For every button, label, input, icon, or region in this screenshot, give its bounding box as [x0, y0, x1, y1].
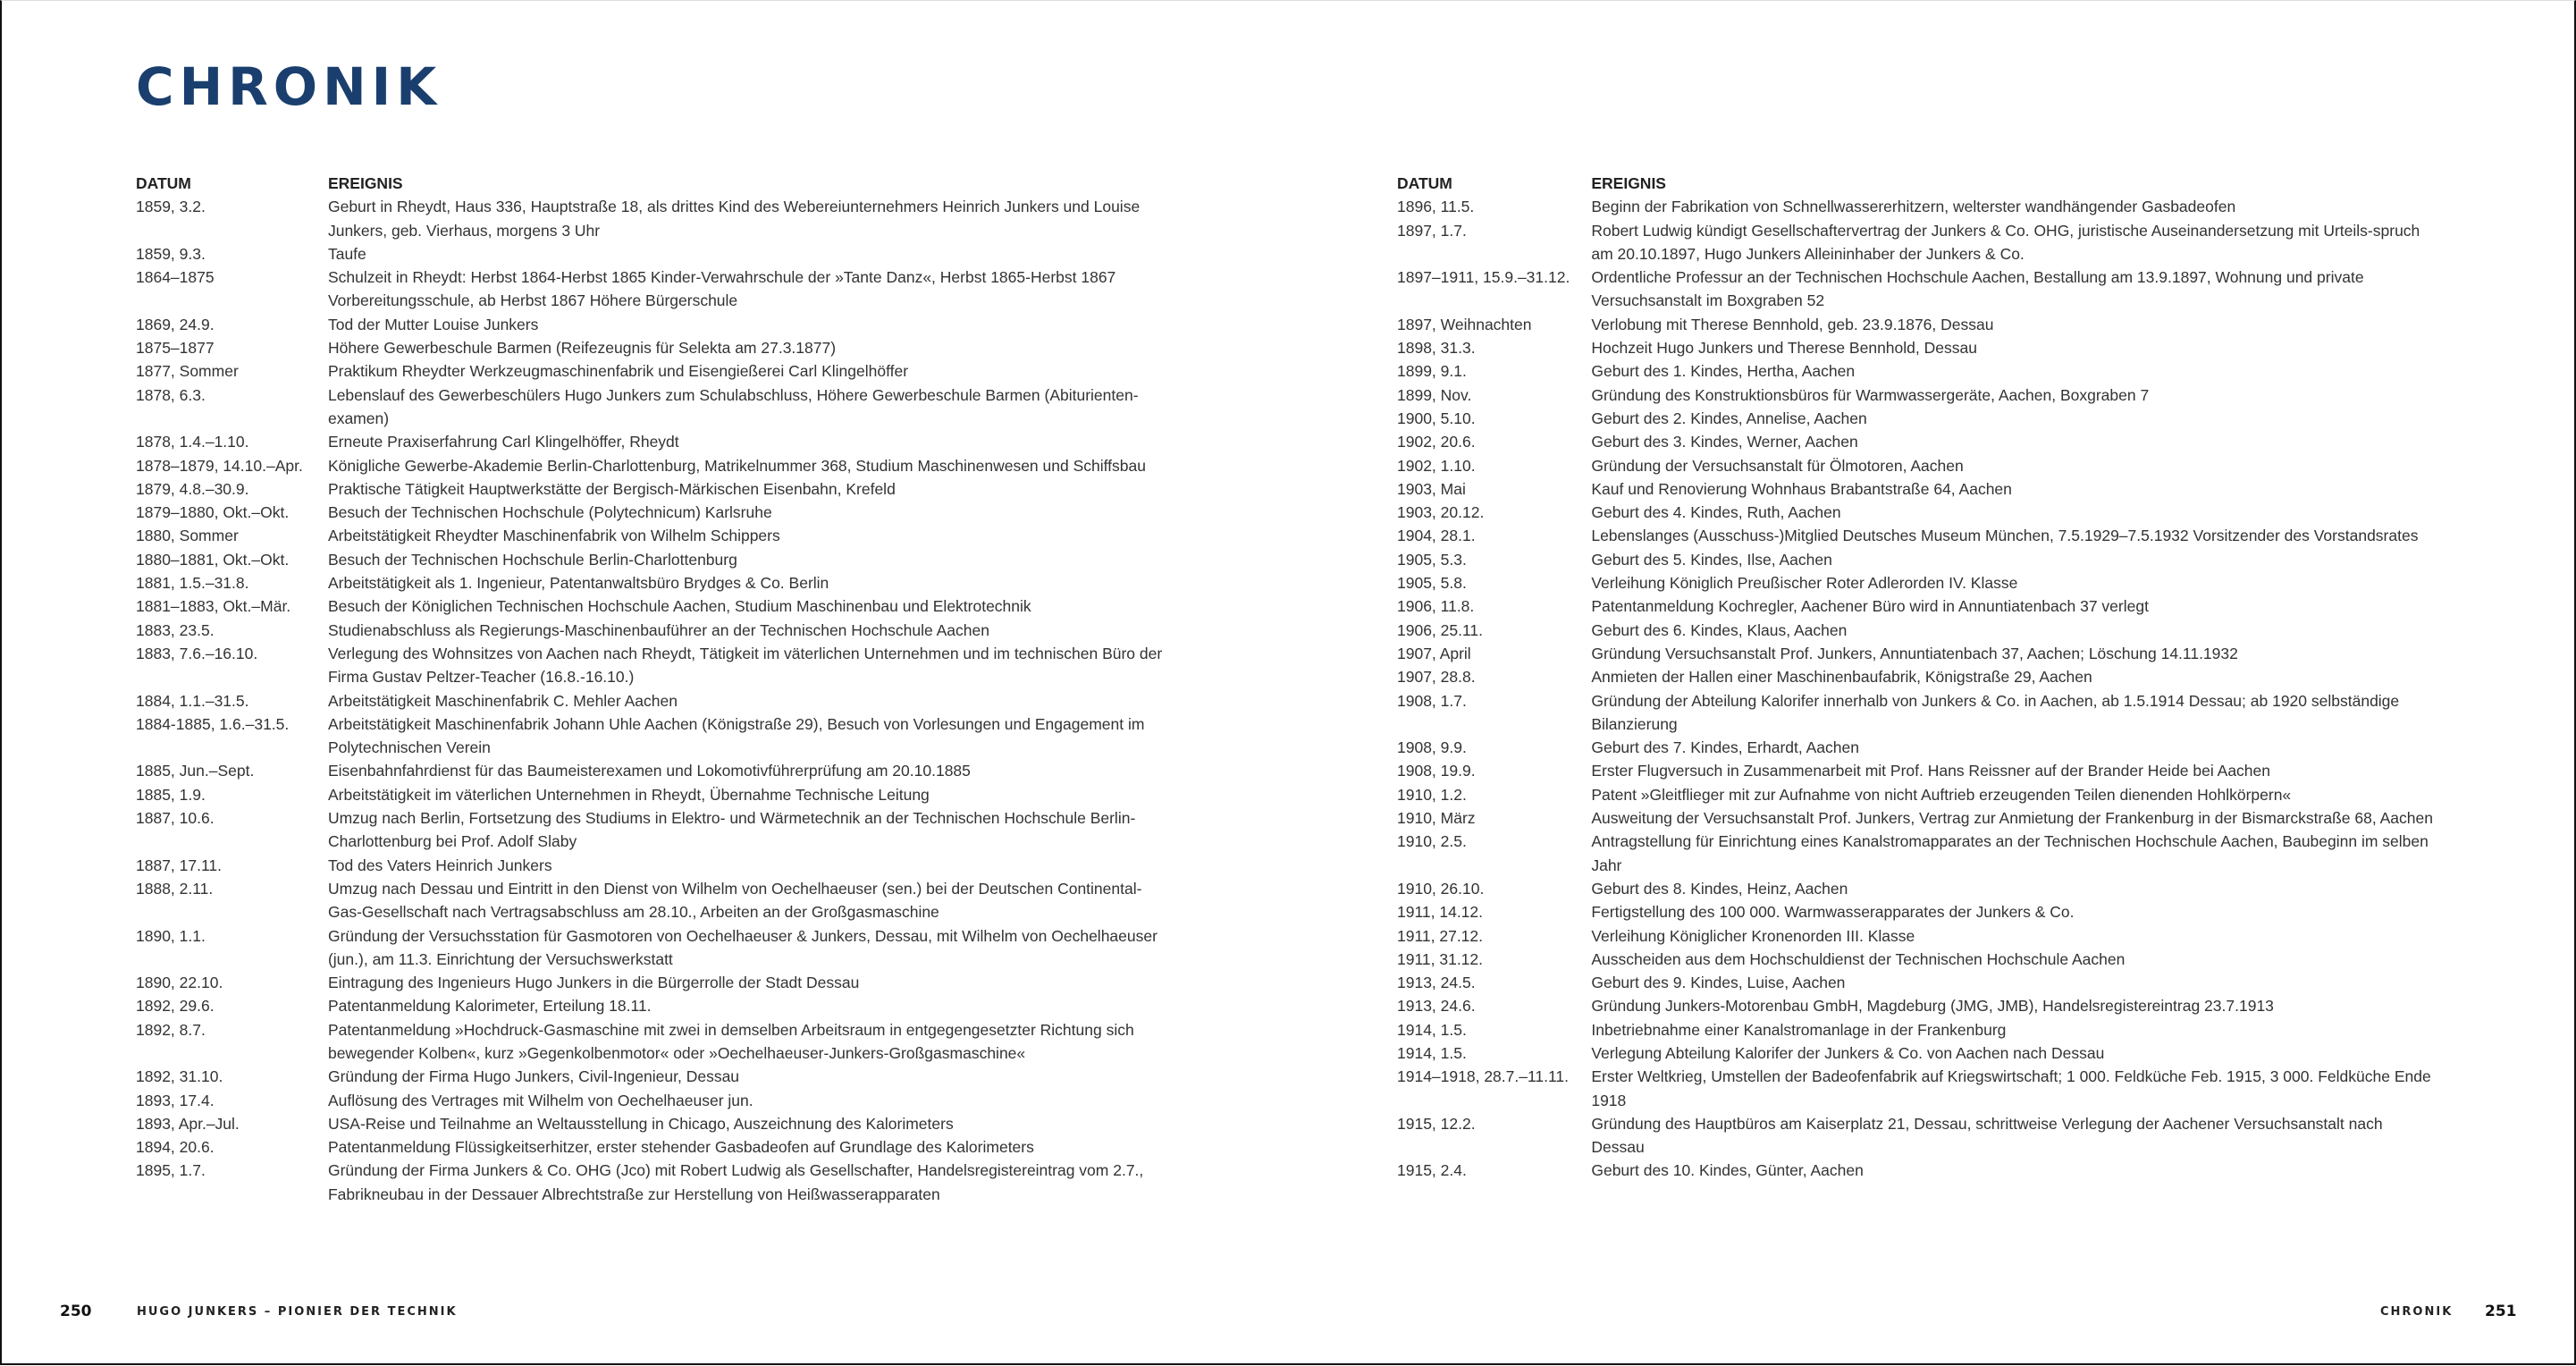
row-date: 1859, 9.3.: [136, 244, 206, 263]
row-event: USA-Reise und Teilnahme an Weltausstellung in Chicago, Auszeichnung des Kalorimeters: [327, 1114, 954, 1133]
row-event: Geburt in Rheydt, Haus 336, Hauptstraße 18, als drittes Kind des Webereiunternehmers Heinrich Junkers und Louise Junkers, geb. Vierhaus, morgens 3 Uhr: [327, 198, 1141, 240]
row-event: Erster Weltkrieg, Umstellen der Badeofenfabrik auf Kriegswirtschaft; 1 000. Feldküche Feb. 1915, 3 000. Feldküche Ende 1918: [1591, 1067, 2431, 1109]
row-event: Robert Ludwig kündigt Gesellschaftervertrag der Junkers & Co. OHG, juristische Auseinandersetzung mit Urteils-spruch am 20.10.1897, Hugo Junkers Alleininhaber der Junkers & Co.: [1591, 221, 2420, 263]
table-row: [1397, 430, 2434, 453]
table-row: [1397, 619, 2434, 642]
row-date: 1893, Apr.–Jul.: [136, 1114, 240, 1133]
table-row: [1397, 994, 2434, 1017]
table-row: [136, 806, 1173, 854]
row-date: 1892, 31.10.: [136, 1067, 223, 1086]
table-row: [136, 524, 1173, 547]
row-event: Taufe: [327, 244, 366, 263]
column-header-date: DATUM: [1397, 174, 1452, 192]
row-event: Erneute Praxiserfahrung Carl Klingelhöffer, Rheydt: [327, 433, 679, 451]
table-row: [1397, 830, 2434, 877]
row-date: 1894, 20.6.: [136, 1138, 215, 1157]
right-page: [1397, 172, 2434, 1183]
row-event: Geburt des 8. Kindes, Heinz, Aachen: [1591, 879, 1848, 898]
table-row: [136, 877, 1173, 924]
row-date: 1914, 1.5.: [1397, 1043, 1467, 1062]
table-row: [1397, 407, 2434, 430]
row-event: Patent »Gleitflieger mit zur Aufnahme von nicht Auftrieb erzeugenden Teilen dienenden Hohlkörpern«: [1591, 785, 2292, 804]
row-event: Gründung des Konstruktionsbüros für Warmwassergeräte, Aachen, Boxgraben 7: [1591, 385, 2150, 404]
row-event: Verlegung Abteilung Kalorifer der Junkers & Co. von Aachen nach Dessau: [1591, 1043, 2105, 1062]
row-date: 1885, 1.9.: [136, 785, 206, 804]
row-date: 1907, April: [1397, 644, 1471, 662]
row-date: 1897, 1.7.: [1397, 221, 1467, 240]
table-row: [136, 1112, 1173, 1135]
page-number-left: 250: [60, 1303, 92, 1320]
row-event: Lebenslauf des Gewerbeschülers Hugo Junkers zum Schulabschluss, Höhere Gewerbeschule Barmen (Abiturienten-examen): [327, 385, 1139, 427]
row-date: 1881, 1.5.–31.8.: [136, 574, 249, 593]
row-event: Tod des Vaters Heinrich Junkers: [327, 856, 552, 874]
row-event: Kauf und Renovierung Wohnhaus Brabantstraße 64, Aachen: [1591, 479, 2012, 498]
row-date: 1914–1918, 28.7.–11.11.: [1397, 1067, 1570, 1086]
row-date: 1864–1875: [136, 268, 215, 287]
table-row: [136, 195, 1173, 242]
row-event: Anmieten der Hallen einer Maschinenbaufabrik, Königstraße 29, Aachen: [1591, 668, 2092, 687]
table-row: [1397, 219, 2434, 266]
row-event: Verleihung Königlich Preußischer Roter Adlerorden IV. Klasse: [1591, 574, 2018, 593]
row-event: Geburt des 9. Kindes, Luise, Aachen: [1591, 974, 1846, 992]
row-event: Umzug nach Dessau und Eintritt in den Dienst von Wilhelm von Oechelhaeuser (sen.) bei der Deutschen Continental-Gas-Gesellschaft nach Vertragsabschluss am 28.10., Arbeiten an der Großgasmaschine: [327, 879, 1142, 922]
row-date: 1887, 17.11.: [136, 856, 223, 874]
row-date: 1899, 9.1.: [1397, 362, 1467, 381]
row-date: 1907, 28.8.: [1397, 668, 1476, 687]
row-date: 1878, 6.3.: [136, 385, 206, 404]
row-event: Arbeitstätigkeit Maschinenfabrik Johann Uhle Aachen (Königstraße 29), Besuch von Vorlesungen und Engagement im Polytechnischen Verein: [327, 714, 1145, 757]
left-page: [136, 172, 1173, 1206]
row-event: Gründung Versuchsanstalt Prof. Junkers, Annuntiatenbach 37, Aachen; Löschung 14.11.1932: [1591, 644, 2238, 662]
row-date: 1877, Sommer: [136, 362, 239, 381]
table-row: [1397, 971, 2434, 994]
table-row: [1397, 336, 2434, 359]
chronicle-rows-left: [136, 195, 1173, 1206]
row-date: 1897–1911, 15.9.–31.12.: [1397, 268, 1570, 287]
table-row: [136, 548, 1173, 571]
table-row: [136, 336, 1173, 359]
row-date: 1879, 4.8.–30.9.: [136, 479, 249, 498]
row-date: 1910, März: [1397, 809, 1476, 828]
row-date: 1893, 17.4.: [136, 1091, 215, 1109]
table-row: [136, 759, 1173, 782]
table-row: [1397, 594, 2434, 618]
row-date: 1892, 8.7.: [136, 1020, 206, 1039]
row-date: 1869, 24.9.: [136, 315, 215, 333]
row-event: Tod der Mutter Louise Junkers: [327, 315, 539, 333]
row-date: 1913, 24.6.: [1397, 997, 1476, 1016]
table-row: [1397, 477, 2434, 501]
running-head-right: CHRONIK: [2380, 1305, 2454, 1319]
row-date: 1902, 1.10.: [1397, 456, 1476, 475]
row-event: Arbeitstätigkeit als 1. Ingenieur, Patentanwaltsbüro Brydges & Co. Berlin: [327, 574, 829, 593]
table-row: [136, 854, 1173, 877]
row-date: 1910, 26.10.: [1397, 879, 1485, 898]
row-event: Geburt des 4. Kindes, Ruth, Aachen: [1591, 503, 1841, 522]
row-event: Schulzeit in Rheydt: Herbst 1864-Herbst 1865 Kinder-Verwahrschule der »Tante Danz«, Herbst 1865-Herbst 1867 Vorbereitungsschule, ab Herbst 1867 Höhere Bürgerschule: [327, 268, 1116, 310]
table-row: [1397, 877, 2434, 900]
row-date: 1911, 27.12.: [1397, 926, 1484, 945]
table-row: [136, 1135, 1173, 1159]
table-row: [136, 783, 1173, 806]
row-event: Arbeitstätigkeit Rheydter Maschinenfabrik von Wilhelm Schippers: [327, 527, 780, 545]
row-event: Studienabschluss als Regierungs-Maschinenbauführer an der Technischen Hochschule Aachen: [327, 620, 989, 639]
row-date: 1897, Weihnachten: [1397, 315, 1532, 333]
table-row: [1397, 783, 2434, 806]
row-date: 1884, 1.1.–31.5.: [136, 691, 249, 710]
row-event: Beginn der Fabrikation von Schnellwassererhitzern, welterster wandhängender Gasbadeofen: [1591, 198, 2236, 216]
table-row: [1397, 900, 2434, 923]
row-date: 1903, 20.12.: [1397, 503, 1485, 522]
row-date: 1902, 20.6.: [1397, 433, 1476, 451]
column-header-event: EREIGNIS: [1591, 174, 1666, 192]
table-row: [136, 994, 1173, 1017]
row-event: Arbeitstätigkeit im väterlichen Unternehmen in Rheydt, Übernahme Technische Leitung: [327, 785, 930, 804]
row-date: 1887, 10.6.: [136, 809, 215, 828]
row-date: 1880–1881, Okt.–Okt.: [136, 550, 290, 569]
row-date: 1904, 28.1.: [1397, 527, 1476, 545]
row-event: Patentanmeldung Kochregler, Aachener Büro wird in Annuntiatenbach 37 verlegt: [1591, 597, 2149, 616]
row-date: 1878, 1.4.–1.10.: [136, 433, 249, 451]
table-row: [136, 266, 1173, 313]
table-row: [136, 1065, 1173, 1088]
row-date: 1888, 2.11.: [136, 879, 214, 898]
row-event: Höhere Gewerbeschule Barmen (Reifezeugnis für Selekta am 27.3.1877): [327, 339, 837, 358]
row-event: Gründung des Hauptbüros am Kaiserplatz 21, Dessau, schrittweise Verlegung der Aachener Versuchsanstalt nach Dessau: [1591, 1114, 2383, 1157]
row-event: Geburt des 7. Kindes, Erhardt, Aachen: [1591, 738, 1859, 757]
row-date: 1906, 11.8.: [1397, 597, 1475, 616]
row-date: 1908, 1.7.: [1397, 691, 1467, 710]
table-row: [136, 924, 1173, 972]
row-date: 1905, 5.8.: [1397, 574, 1467, 593]
table-row: [136, 501, 1173, 524]
row-event: Geburt des 5. Kindes, Ilse, Aachen: [1591, 550, 1832, 569]
row-date: 1880, Sommer: [136, 527, 239, 545]
table-row: [1397, 454, 2434, 477]
row-date: 1890, 22.10.: [136, 974, 223, 992]
row-event: Gründung der Versuchsstation für Gasmotoren von Oechelhaeuser & Junkers, Dessau, mit Wilhelm von Oechelhaeuser (jun.), am 11.3. Einrichtung der Versuchswerkstatt: [327, 926, 1158, 968]
table-row: [1397, 642, 2434, 665]
row-event: Gründung der Firma Junkers & Co. OHG (Jco) mit Robert Ludwig als Gesellschafter, Handelsregistereintrag vom 2.7., Fabrikneubau in der Dessauer Albrechtstraße zur Herstellung von Heißwasserapparaten: [327, 1161, 1144, 1203]
table-row: [1397, 571, 2434, 594]
row-event: Erster Flugversuch in Zusammenarbeit mit Prof. Hans Reissner auf der Brander Heide bei Aachen: [1591, 762, 2270, 780]
column-header-event: EREIGNIS: [327, 174, 403, 192]
row-date: 1859, 3.2.: [136, 198, 206, 216]
row-event: Verlegung des Wohnsitzes von Aachen nach Rheydt, Tätigkeit im väterlichen Unternehmen und im technischen Büro der Firma Gustav Peltzer-Teacher (16.8.-16.10.): [327, 644, 1163, 687]
row-event: Hochzeit Hugo Junkers und Therese Bennhold, Dessau: [1591, 339, 1977, 358]
row-date: 1910, 2.5.: [1397, 832, 1467, 851]
row-event: Geburt des 3. Kindes, Werner, Aachen: [1591, 433, 1858, 451]
row-event: Ordentliche Professur an der Technischen Hochschule Aachen, Bestallung am 13.9.1897, Wohnung und private Versuchsanstalt im Boxgraben 52: [1591, 268, 2364, 310]
table-row: [1397, 1112, 2434, 1159]
table-row: [1397, 736, 2434, 759]
table-row: [136, 313, 1173, 336]
table-row: [1397, 548, 2434, 571]
table-row: [136, 571, 1173, 594]
row-event: Besuch der Technischen Hochschule Berlin-Charlottenburg: [327, 550, 737, 569]
row-event: Lebenslanges (Ausschuss-)Mitglied Deutsches Museum München, 7.5.1929–7.5.1932 Vorsitzender des Vorstandsrates: [1591, 527, 2419, 545]
row-date: 1883, 7.6.–16.10.: [136, 644, 258, 662]
table-row: [1397, 665, 2434, 688]
row-date: 1915, 12.2.: [1397, 1114, 1476, 1133]
table-row: [1397, 313, 2434, 336]
row-event: Fertigstellung des 100 000. Warmwasserapparates der Junkers & Co.: [1591, 903, 2075, 922]
row-event: Patentanmeldung »Hochdruck-Gasmaschine mit zwei in demselben Arbeitsraum in entgegengesetzter Richtung sich bewegender Kolben«, kurz »Gegenkolbenmotor« oder »Oechelhaeuser-Junkers-Großgasmaschine«: [327, 1020, 1134, 1062]
row-date: 1911, 14.12.: [1397, 903, 1484, 922]
table-row: [136, 619, 1173, 642]
row-date: 1890, 1.1.: [136, 926, 206, 945]
row-event: Gründung Junkers-Motorenbau GmbH, Magdeburg (JMG, JMB), Handelsregistereintrag 23.7.1913: [1591, 997, 2274, 1016]
table-row: [136, 713, 1173, 760]
row-date: 1883, 23.5.: [136, 620, 215, 639]
row-event: Verleihung Königlicher Kronenorden III. Klasse: [1591, 926, 1915, 945]
column-header-date: DATUM: [136, 174, 191, 192]
page-title: CHRONIK: [136, 56, 442, 117]
row-date: 1910, 1.2.: [1397, 785, 1467, 804]
row-date: 1908, 9.9.: [1397, 738, 1467, 757]
table-row: [136, 242, 1173, 266]
row-event: Praktikum Rheydter Werkzeugmaschinenfabrik und Eisengießerei Carl Klingelhöffer: [327, 362, 909, 381]
row-event: Geburt des 6. Kindes, Klaus, Aachen: [1591, 620, 1848, 639]
row-date: 1899, Nov.: [1397, 385, 1472, 404]
row-event: Geburt des 1. Kindes, Hertha, Aachen: [1591, 362, 1856, 381]
row-date: 1915, 2.4.: [1397, 1161, 1467, 1180]
chronicle-table-right: [1397, 172, 2434, 1183]
row-event: Auflösung des Vertrages mit Wilhelm von Oechelhaeuser jun.: [327, 1091, 753, 1109]
table-row: [1397, 1041, 2434, 1065]
table-row: [1397, 948, 2434, 971]
table-row: [1397, 384, 2434, 407]
chronicle-table-left: [136, 172, 1173, 1206]
table-row: [136, 971, 1173, 994]
table-row: [1397, 266, 2434, 313]
row-date: 1892, 29.6.: [136, 997, 215, 1016]
row-date: 1900, 5.10.: [1397, 409, 1476, 427]
table-row: [1397, 359, 2434, 383]
row-event: Gründung der Firma Hugo Junkers, Civil-Ingenieur, Dessau: [327, 1067, 740, 1086]
row-event: Patentanmeldung Kalorimeter, Erteilung 18.11.: [327, 997, 652, 1016]
row-date: 1903, Mai: [1397, 479, 1466, 498]
table-row: [136, 477, 1173, 501]
row-event: Besuch der Königlichen Technischen Hochschule Aachen, Studium Maschinenbau und Elektrotechnik: [327, 597, 1031, 616]
table-row: [1397, 1018, 2434, 1041]
table-row: [1397, 1159, 2434, 1182]
row-date: 1879–1880, Okt.–Okt.: [136, 503, 290, 522]
table-row: [136, 594, 1173, 618]
table-header: [1397, 172, 2434, 195]
table-row: [1397, 524, 2434, 547]
row-event: Eintragung des Ingenieurs Hugo Junkers in die Bürgerrolle der Stadt Dessau: [327, 974, 860, 992]
row-event: Eisenbahnfahrdienst für das Baumeisterexamen und Lokomotivführerprüfung am 20.10.1885: [327, 762, 971, 780]
row-event: Ausscheiden aus dem Hochschuldienst der Technischen Hochschule Aachen: [1591, 949, 2126, 968]
table-row: [136, 430, 1173, 453]
table-header: [136, 172, 1173, 195]
row-event: Antragstellung für Einrichtung eines Kanalstromapparates an der Technischen Hochschule Aachen, Baubeginn im selben Jahr: [1591, 832, 2429, 874]
row-date: 1908, 19.9.: [1397, 762, 1476, 780]
row-event: Königliche Gewerbe-Akademie Berlin-Charlottenburg, Matrikelnummer 368, Studium Maschinenwesen und Schiffsbau: [327, 456, 1146, 475]
row-date: 1913, 24.5.: [1397, 974, 1476, 992]
row-event: Patentanmeldung Flüssigkeitserhitzer, erster stehender Gasbadeofen auf Grundlage des Kalorimeters: [327, 1138, 1034, 1157]
table-row: [1397, 759, 2434, 782]
row-date: 1905, 5.3.: [1397, 550, 1467, 569]
row-date: 1898, 31.3.: [1397, 339, 1476, 358]
row-event: Inbetriebnahme einer Kanalstromanlage in der Frankenburg: [1591, 1020, 2007, 1039]
table-row: [1397, 501, 2434, 524]
row-event: Gründung der Abteilung Kalorifer innerhalb von Junkers & Co. in Aachen, ab 1.5.1914 Dessau; ab 1920 selbständige Bilanzierung: [1591, 691, 2400, 733]
table-row: [136, 454, 1173, 477]
table-row: [1397, 1065, 2434, 1112]
row-date: 1875–1877: [136, 339, 215, 358]
row-date: 1911, 31.12.: [1397, 949, 1484, 968]
row-event: Gründung der Versuchsanstalt für Ölmotoren, Aachen: [1591, 456, 1964, 475]
table-row: [136, 689, 1173, 713]
row-event: Umzug nach Berlin, Fortsetzung des Studiums in Elektro- und Wärmetechnik an der Technischen Hochschule Berlin-Charlottenburg bei Prof. Adolf Slaby: [327, 809, 1136, 851]
table-row: [136, 1159, 1173, 1206]
row-event: Geburt des 2. Kindes, Annelise, Aachen: [1591, 409, 1867, 427]
table-row: [1397, 689, 2434, 737]
row-date: 1885, Jun.–Sept.: [136, 762, 255, 780]
row-event: Ausweitung der Versuchsanstalt Prof. Junkers, Vertrag zur Anmietung der Frankenburg in der Bismarckstraße 68, Aachen: [1591, 809, 2433, 828]
row-date: 1895, 1.7.: [136, 1161, 206, 1180]
row-date: 1878–1879, 14.10.–Apr.: [136, 456, 303, 475]
table-row: [136, 359, 1173, 383]
table-row: [136, 1018, 1173, 1066]
table-row: [136, 642, 1173, 689]
row-event: Praktische Tätigkeit Hauptwerkstätte der Bergisch-Märkischen Eisenbahn, Krefeld: [327, 479, 896, 498]
row-event: Besuch der Technischen Hochschule (Polytechnicum) Karlsruhe: [327, 503, 772, 522]
row-event: Arbeitstätigkeit Maschinenfabrik C. Mehler Aachen: [327, 691, 678, 710]
table-row: [136, 1089, 1173, 1112]
row-event: Verlobung mit Therese Bennhold, geb. 23.9.1876, Dessau: [1591, 315, 1994, 333]
table-row: [1397, 806, 2434, 830]
table-row: [136, 384, 1173, 431]
row-date: 1896, 11.5.: [1397, 198, 1475, 216]
row-date: 1881–1883, Okt.–Mär.: [136, 597, 291, 616]
row-date: 1884-1885, 1.6.–31.5.: [136, 714, 290, 733]
row-event: Geburt des 10. Kindes, Günter, Aachen: [1591, 1161, 1864, 1180]
row-date: 1914, 1.5.: [1397, 1020, 1467, 1039]
running-head-left: HUGO JUNKERS – PIONIER DER TECHNIK: [137, 1305, 458, 1319]
table-row: [1397, 195, 2434, 218]
row-date: 1906, 25.11.: [1397, 620, 1484, 639]
chronicle-rows-right: [1397, 195, 2434, 1182]
page-number-right: 251: [2485, 1303, 2517, 1320]
table-row: [1397, 924, 2434, 948]
